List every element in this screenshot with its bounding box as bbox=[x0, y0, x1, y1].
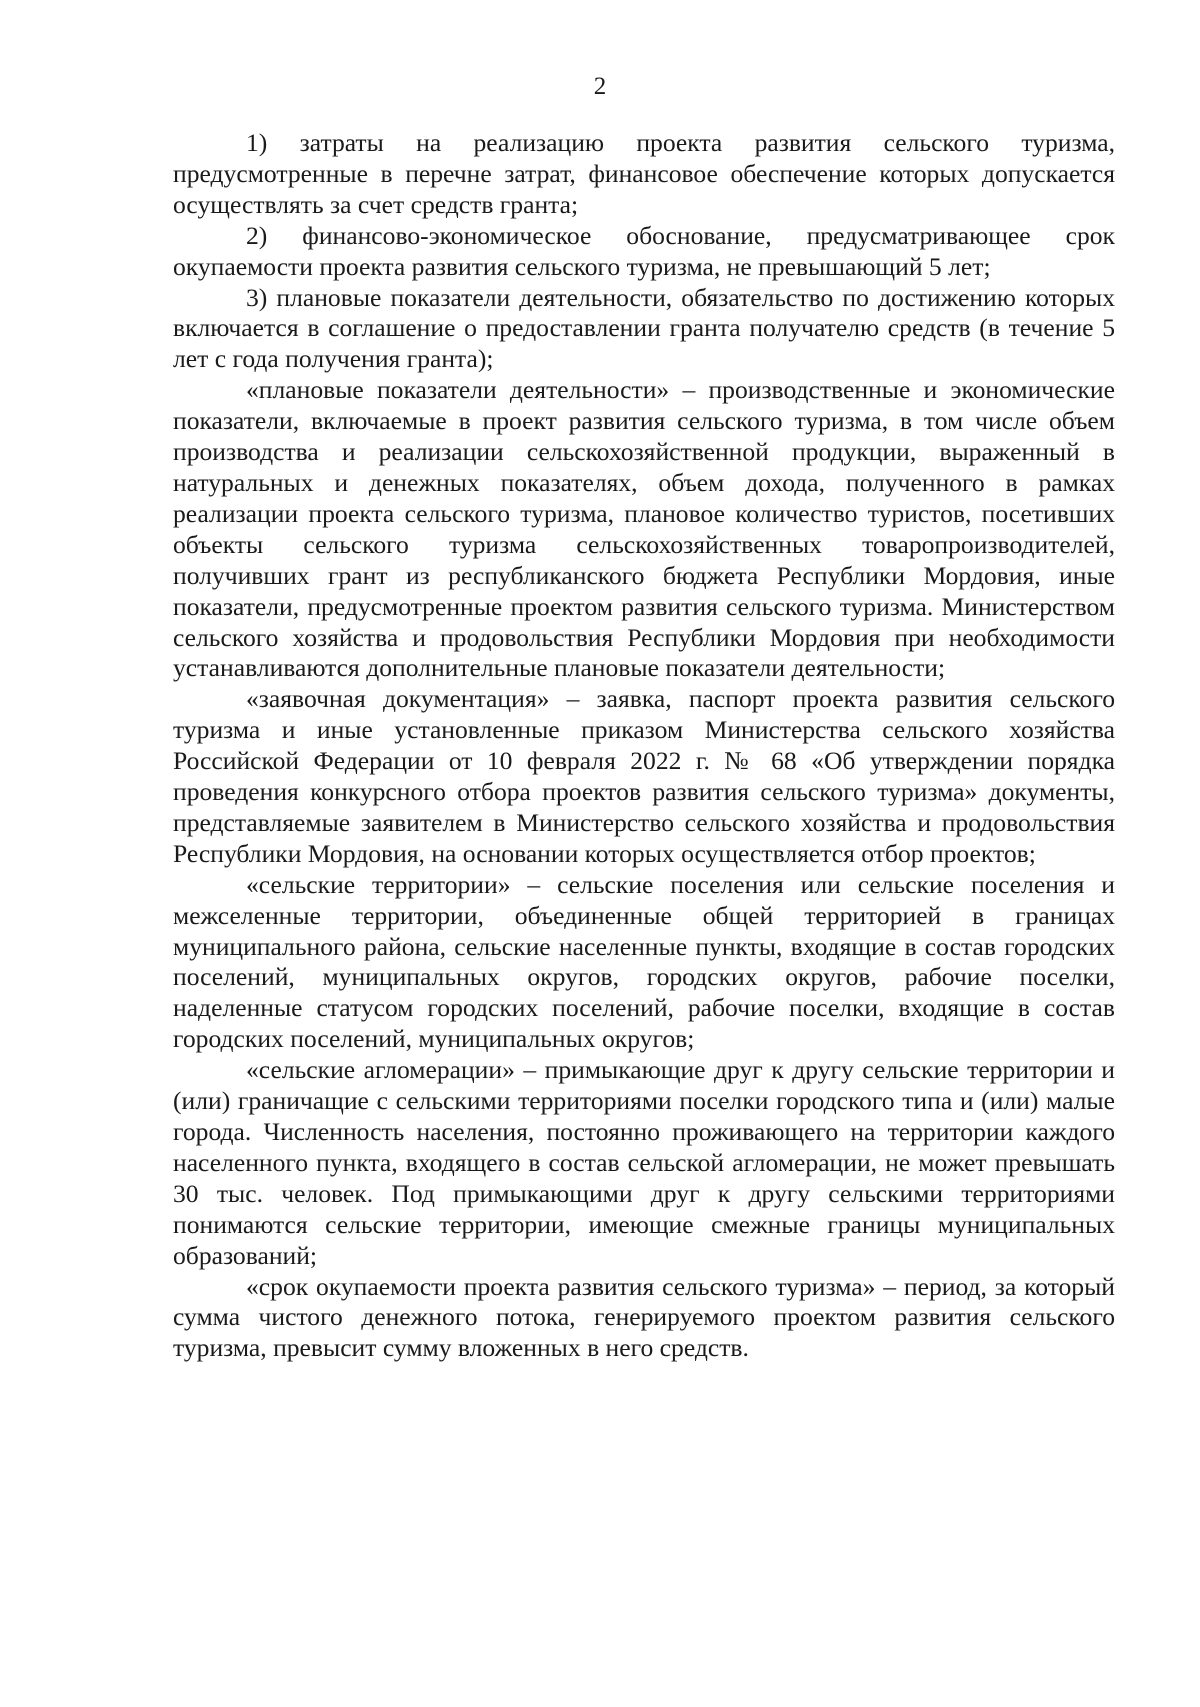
definition-payback-period: «срок окупаемости проекта развития сельского туризма» – период, за который сумма чистого денежного потока, генерируемого проектом развития сельского туризма, превысит сумму вложенных в него средств. bbox=[173, 1271, 1115, 1363]
definition-rural-territories: «сельские территории» – сельские поселения или сельские поселения и межселенные территории, объединенные общей территорией в границах муниципального района, сельские населенные пункты, входящие в состав городских поселений, муниципальных округов, городских округов, рабочие поселки, наделенные статусом городских поселений, рабочие поселки, входящие в состав городских поселений, муниципальных округов; bbox=[173, 869, 1115, 1054]
page-number: 2 bbox=[593, 73, 607, 100]
list-item-financial-justification: 2) финансово-экономическое обоснование, предусматривающее срок окупаемости проекта развития сельского туризма, не превышающий 5 лет; bbox=[173, 220, 1115, 281]
definition-rural-agglomerations: «сельские агломерации» – примыкающие друг к другу сельские территории и (или) граничащие с сельскими территориями поселки городского типа и (или) малые города. Численность населения, постоянно проживающего на территории каждого населенного пункта, входящего в состав сельской агломерации, не может превышать 30 тыс. человек. Под примыкающими друг к другу сельскими территориями понимаются сельские территории, имеющие смежные границы муниципальных образований; bbox=[173, 1055, 1115, 1270]
definition-planned-indicators: «плановые показатели деятельности» – производственные и экономические показатели, включаемые в проект развития сельского туризма, в том числе объем производства и реализации сельскохозяйственной продукции, выраженный в натуральных и денежных показателях, объем дохода, полученного в рамках реализации проекта сельского туризма, плановое количество туристов, посетивших объекты сельского туризма сельскохозяйственных товаропроизводителей, получивших грант из республиканского бюджета Республики Мордовия, иные показатели, предусмотренные проектом развития сельского туризма. Министерством сельского хозяйства и продовольствия Республики Мордовия при необходимости устанавливаются дополнительные плановые показатели деятельности; bbox=[173, 375, 1115, 683]
definition-application-documentation: «заявочная документация» – заявка, паспорт проекта развития сельского туризма и иные установленные приказом Министерства сельского хозяйства Российской Федерации от 10 февраля 2022 г. № 68 «Об утверждении порядка проведения конкурсного отбора проектов развития сельского туризма» документы, представляемые заявителем в Министерство сельского хозяйства и продовольствия Республики Мордовия, на основании которых осуществляется отбор проектов; bbox=[173, 684, 1115, 868]
list-item-expense-costs: 1) затраты на реализацию проекта развития сельского туризма, предусмотренные в перечне затрат, финансовое обеспечение которых допускается осуществлять за счет средств гранта; bbox=[173, 128, 1115, 219]
list-item-planned-indicators: 3) плановые показатели деятельности, обязательство по достижению которых включается в соглашение о предоставлении гранта получателю средств (в течение 5 лет с года получения гранта); bbox=[173, 282, 1115, 374]
document-body bbox=[173, 128, 1115, 1364]
